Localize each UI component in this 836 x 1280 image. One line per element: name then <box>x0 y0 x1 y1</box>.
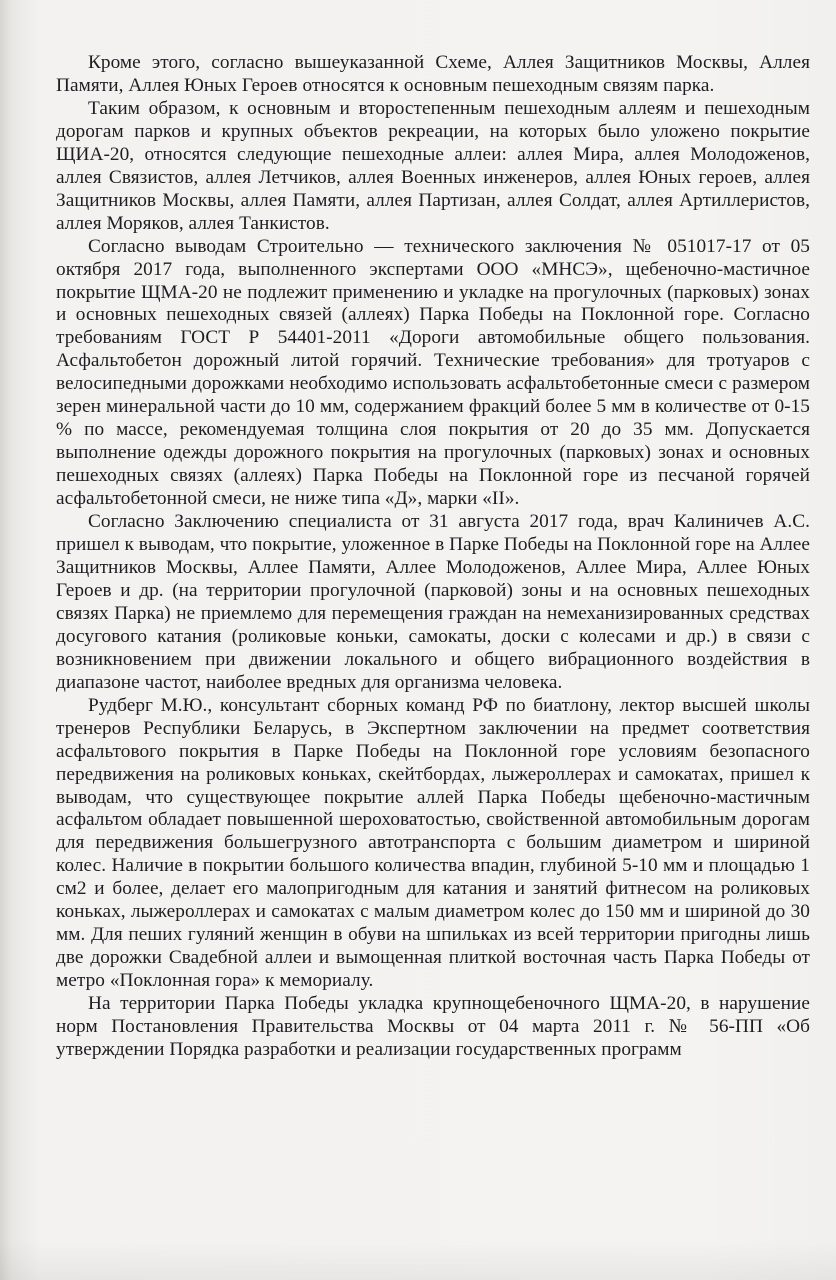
paragraph-1: Кроме этого, согласно вышеуказанной Схеме, Аллея Защитников Москвы, Аллея Памяти, Аллея Юных Героев относятся к основным пешеходным связям парка. <box>56 52 810 96</box>
paragraph-5: Рудберг М.Ю., консультант сборных команд РФ по биатлону, лектор высшей школы тренеров Республики Беларусь, в Экспертном заключении на предмет соответствия асфальтового покрытия в Парке Победы на Поклонной горе условиям безопасного передвижения на роликовых коньках, скейтбордах, лыжероллерах и самокатах, пришел к выводам, что существующее покрытие аллей Парка Победы щебеночно-мастичным асфальтом обладает повышенной шероховатостью, свойственной автомобильным дорогам для передвижения большегрузного автотранспорта с большим диаметром и шириной колес. Наличие в покрытии большого количества впадин, глубиной 5-10 мм и площадью 1 см2 и более, делает его малопригодным для катания и занятий фитнесом на роликовых коньках, лыжероллерах и самокатах с малым диаметром колес до 150 мм и шириной до 30 мм. Для пеших гуляний женщин в обуви на шпильках из всей территории пригодны лишь две дорожки Свадебной аллеи и вымощенная плиткой восточная часть Парка Победы от метро «Поклонная гора» к мемориалу. <box>56 694 810 992</box>
paragraph-2: Таким образом, к основным и второстепенным пешеходным аллеям и пешеходным дорогам парков и крупных объектов рекреации, на которых было уложено покрытие ЩИА-20, относятся следующие пешеходные аллеи: аллея Мира, аллея Молодоженов, аллея Связистов, аллея Летчиков, аллея Военных инженеров, аллея Юных героев, аллея Защитников Москвы, аллея Памяти, аллея Партизан, аллея Солдат, аллея Артиллеристов, аллея Моряков, аллея Танкистов. <box>56 97 810 234</box>
paragraph-4: Согласно Заключению специалиста от 31 августа 2017 года, врач Калиничев А.С. пришел к выводам, что покрытие, уложенное в Парке Победы на Поклонной горе на Аллее Защитников Москвы, Аллее Памяти, Аллее Молодоженов, Аллее Мира, Аллее Юных Героев и др. (на территории прогулочной (парковой) зоны и на основных пешеходных связях Парка) не приемлемо для перемещения граждан на немеханизированных средствах досугового катания (роликовые коньки, самокаты, доски с колесами и др.) в связи с возникновением при движении локального и общего вибрационного воздействия в диапазоне частот, наиболее вредных для организма человека. <box>56 511 810 693</box>
paragraph-6: На территории Парка Победы укладка крупнощебеночного ЩМА-20, в нарушение норм Постановления Правительства Москвы от 04 марта 2011 г. № 56-ПП «Об утверждении Порядка разработки и реализации государственных программ <box>56 993 810 1060</box>
paragraph-3: Согласно выводам Строительно — технического заключения № 051017-17 от 05 октября 2017 года, выполненного экспертами ООО «МНСЭ», щебеночно-мастичное покрытие ЩМА-20 не подлежит применению и укладке на прогулочных (парковых) зонах и основных пешеходных связей (аллеях) Парка Победы на Поклонной горе. Согласно требованиям ГОСТ Р 54401-2011 «Дороги автомобильные общего пользования. Асфальтобетон дорожный литой горячий. Технические требования» для тротуаров с велосипедными дорожками необходимо использовать асфальтобетонные смеси с размером зерен минеральной части до 10 мм, содержанием фракций более 5 мм в количестве от 0-15 % по массе, рекомендуемая толщина слоя покрытия от 20 до 35 мм. Допускается выполнение одежды дорожного покрытия на прогулочных (парковых) зонах и основных пешеходных связях (аллеях) Парка Победы на Поклонной горе из песчаной горячей асфальтобетонной смеси, не ниже типа «Д», марки «II». <box>56 235 810 510</box>
document-body <box>56 52 810 1062</box>
